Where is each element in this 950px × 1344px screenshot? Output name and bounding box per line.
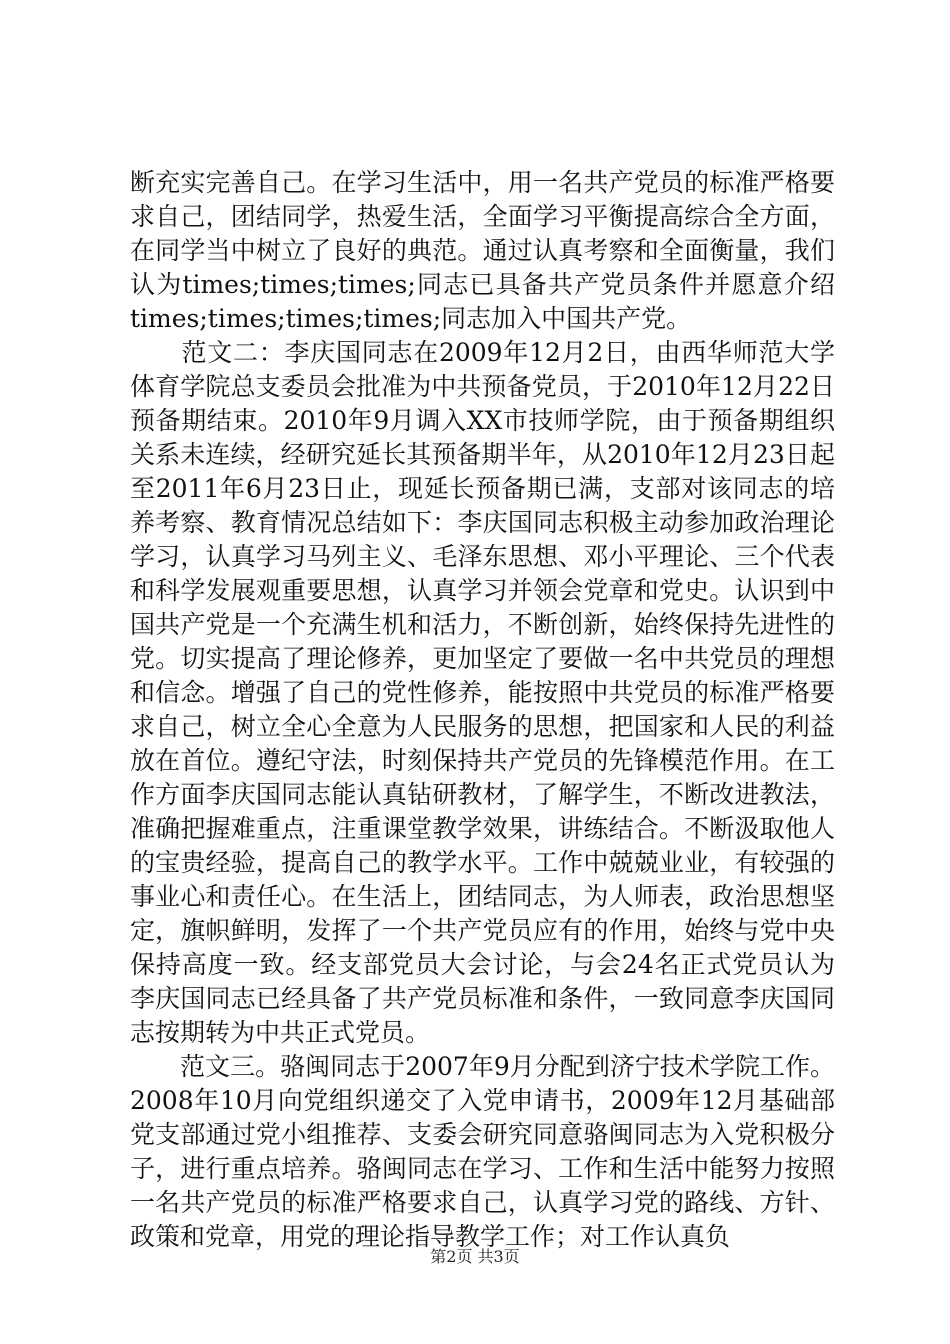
page-footer: 第2页 共3页 <box>430 1247 520 1266</box>
document-body <box>130 166 835 1254</box>
paragraph-2: 范文二：李庆国同志在2009年12月2日，由西华师范大学体育学院总支委员会批准为中共预备党员，于2010年12月22日预备期结束。2010年9月调入XX市技师学院，由于预备期组织关系未连续，经研究延长其预备期半年，从2010年12月23日起至2011年6月23日止，现延长预备期已满，支部对该同志的培养考察、教育情况总结如下：李庆国同志积极主动参加政治理论学习，认真学习马列主义、毛泽东思想、邓小平理论、三个代表和科学发展观重要思想，认真学习并领会党章和党史。认识到中国共产党是一个充满生机和活力，不断创新，始终保持先进性的党。切实提高了理论修养，更加坚定了要做一名中共党员的理想和信念。增强了自己的党性修养，能按照中共党员的标准严格要求自己，树立全心全意为人民服务的思想，把国家和人民的利益放在首位。遵纪守法，时刻保持共产党员的先锋模范作用。在工作方面李庆国同志能认真钻研教材，了解学生，不断改进教法，准确把握难重点，注重课堂教学效果，讲练结合。不断汲取他人的宝贵经验，提高自己的教学水平。工作中兢兢业业，有较强的事业心和责任心。在生活上，团结同志，为人师表，政治思想坚定，旗帜鲜明，发挥了一个共产党员应有的作用，始终与党中央保持高度一致。经支部党员大会讨论，与会24名正式党员认为李庆国同志已经具备了共产党员标准和条件，一致同意李庆国同志按期转为中共正式党员。 <box>130 338 835 1047</box>
paragraph-1: 断充实完善自己。在学习生活中，用一名共产党员的标准严格要求自己，团结同学，热爱生活，全面学习平衡提高综合全方面，在同学当中树立了良好的典范。通过认真考察和全面衡量，我们认为times;times;times;同志已具备共产党员条件并愿意介绍times;times;times;times;同志加入中国共产党。 <box>130 168 835 333</box>
paragraph-3: 范文三。骆闽同志于2007年9月分配到济宁技术学院工作。2008年10月向党组织递交了入党申请书，2009年12月基础部党支部通过党小组推荐、支委会研究同意骆闽同志为入党积极分子，进行重点培养。骆闽同志在学习、工作和生活中能努力按照一名共产党员的标准严格要求自己，认真学习党的路线、方针、政策和党章，用党的理论指导教学工作；对工作认真负 <box>130 1052 835 1251</box>
